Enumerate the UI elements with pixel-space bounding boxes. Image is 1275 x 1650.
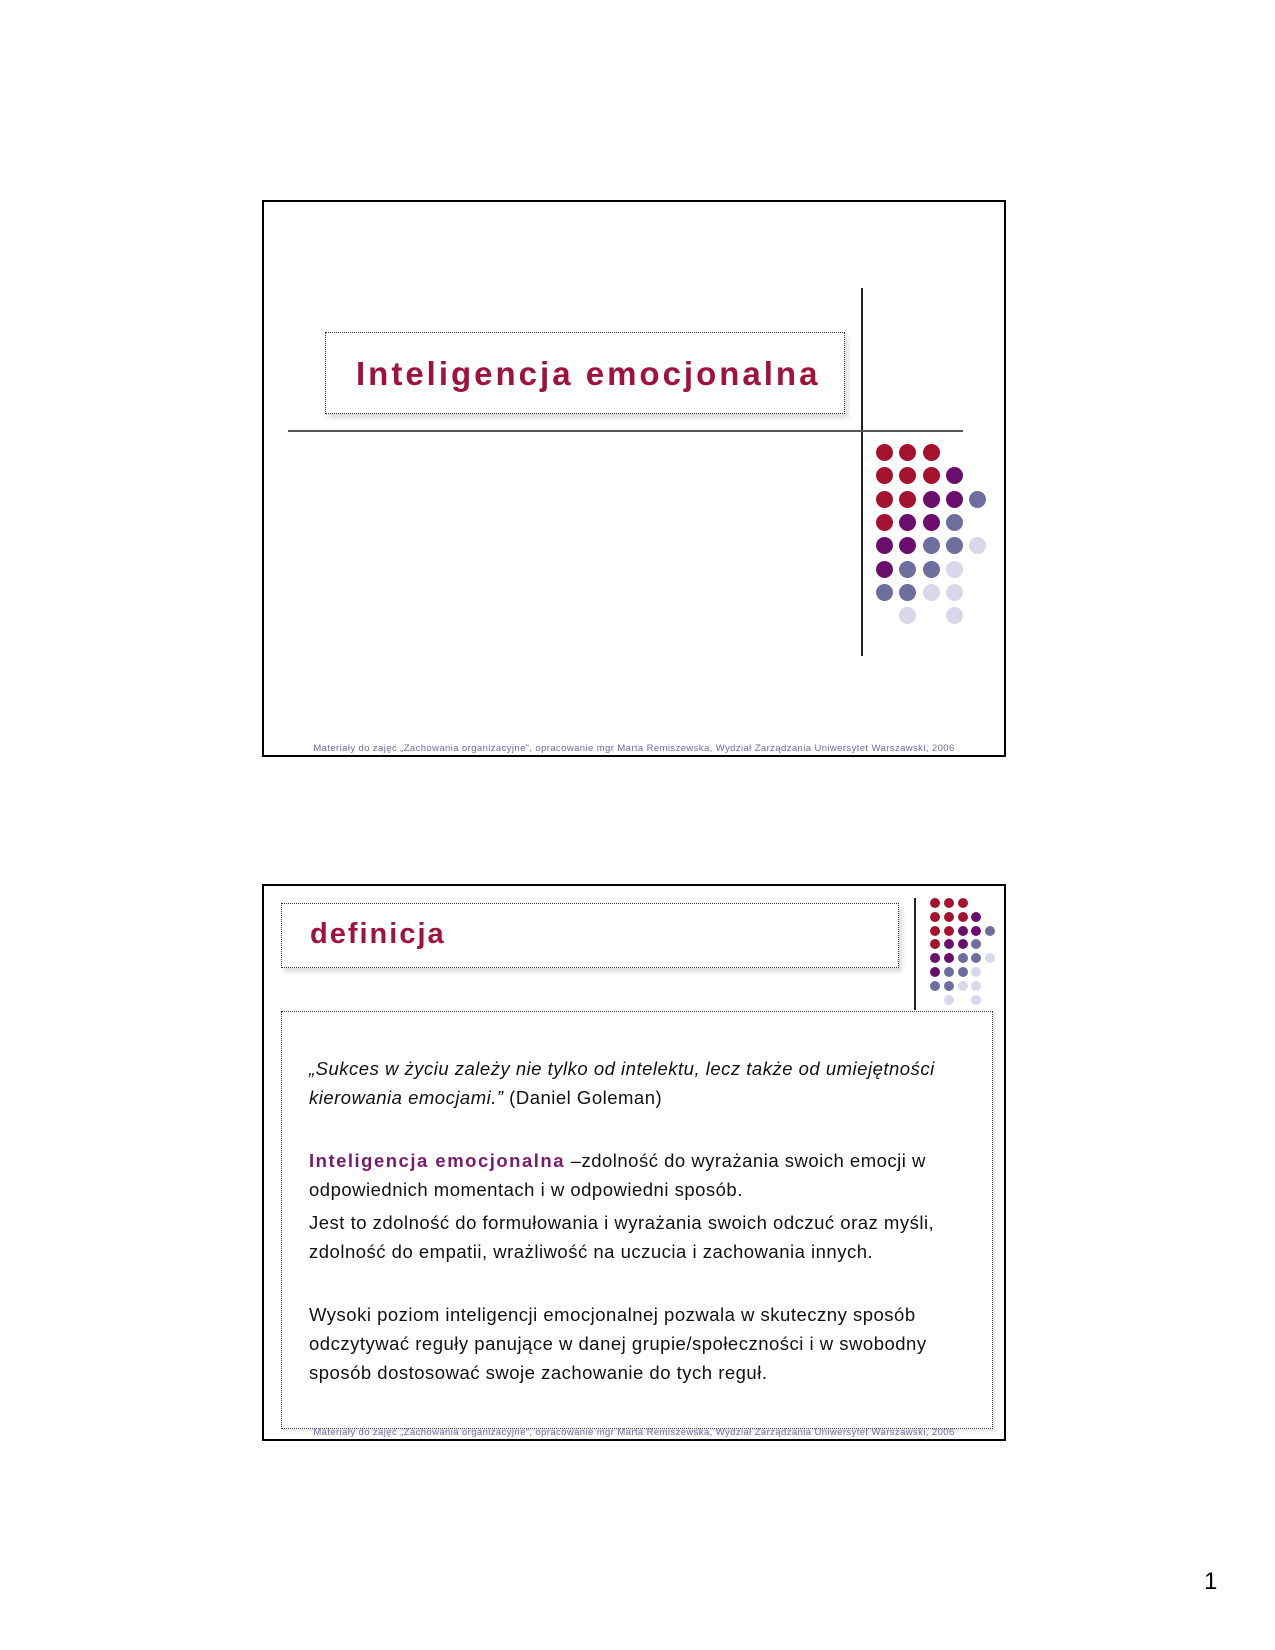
decorative-dot <box>946 584 963 601</box>
decorative-dot <box>971 926 981 936</box>
title-box <box>325 332 845 414</box>
decorative-dot <box>958 939 968 949</box>
decorative-dot <box>923 444 940 461</box>
decorative-dot <box>958 926 968 936</box>
decorative-dot <box>944 995 954 1005</box>
decorative-dot <box>899 607 916 624</box>
decorative-dot <box>899 561 916 578</box>
content-box <box>281 1011 993 1429</box>
vertical-rule <box>861 288 863 656</box>
decorative-dot <box>876 491 893 508</box>
decorative-dot <box>985 926 995 936</box>
decorative-dot <box>876 444 893 461</box>
decorative-dot <box>946 561 963 578</box>
decorative-dot <box>958 953 968 963</box>
slide-title-text: Inteligencja emocjonalna <box>356 355 821 392</box>
definition-text: –zdolność do wyrażania swoich emocji w odpowiednich momentach i w odpowiedni sposób. <box>309 1150 926 1200</box>
decorative-dot <box>923 537 940 554</box>
decorative-dot <box>946 537 963 554</box>
quote-author: (Daniel Goleman) <box>503 1087 663 1108</box>
decorative-dot <box>930 953 940 963</box>
decorative-dot <box>944 898 954 908</box>
decorative-dot <box>876 514 893 531</box>
title-box <box>281 903 899 968</box>
decorative-dot <box>944 953 954 963</box>
decorative-dot <box>899 514 916 531</box>
decorative-dot <box>969 491 986 508</box>
vertical-rule <box>914 898 916 1010</box>
quote-paragraph <box>309 1054 989 1112</box>
decorative-dot <box>923 514 940 531</box>
decorative-dot <box>899 444 916 461</box>
decorative-dot <box>958 898 968 908</box>
decorative-dot <box>930 898 940 908</box>
slide-definition <box>262 884 1006 1441</box>
decorative-dot <box>971 939 981 949</box>
decorative-dot <box>944 926 954 936</box>
decorative-dot <box>899 467 916 484</box>
decorative-dot <box>958 981 968 991</box>
definition-term: Inteligencja emocjonalna <box>309 1150 566 1171</box>
decorative-dot <box>930 981 940 991</box>
decorative-dot <box>971 981 981 991</box>
slide-footer: Materiały do zajęć „Zachowania organizacyjne”, opracowanie mgr Marta Remiszewska, Wydział Zarządzania Uniwersytet Warszawski, 2006 <box>313 743 955 754</box>
decorative-dot <box>876 537 893 554</box>
decorative-dot <box>958 967 968 977</box>
decorative-dot <box>944 912 954 922</box>
empathy-paragraph: Jest to zdolność do formułowania i wyrażania swoich odczuć oraz myśli, zdolność do empatii, wrażliwość na uczucia i zachowania innych. <box>309 1212 935 1262</box>
decorative-dot <box>930 939 940 949</box>
decorative-dot <box>944 981 954 991</box>
decorative-dot <box>946 514 963 531</box>
decorative-dot <box>876 467 893 484</box>
definition-paragraph <box>309 1146 989 1204</box>
decorative-dot <box>958 912 968 922</box>
decorative-dot <box>876 561 893 578</box>
decorative-dot <box>946 467 963 484</box>
decorative-dot <box>923 491 940 508</box>
decorative-dot <box>946 491 963 508</box>
rules-paragraph: Wysoki poziom inteligencji emocjonalnej pozwala w skuteczny sposób odczytywać reguły panujące w danej grupie/społeczności i w swobodny sposób dostosować swoje zachowanie do tych reguł. <box>309 1304 927 1383</box>
slide-footer: Materiały do zajęć „Zachowania organizacyjne”, opracowanie mgr Marta Remiszewska, Wydział Zarządzania Uniwersytet Warszawski, 2006 <box>313 1427 955 1438</box>
quote-text: „Sukces w życiu zależy nie tylko od intelektu, lecz także od umiejętności kierowania emocjami.” <box>309 1058 935 1108</box>
decorative-dot <box>971 953 981 963</box>
decorative-dot <box>923 467 940 484</box>
decorative-dot <box>930 926 940 936</box>
decorative-dot <box>944 939 954 949</box>
decorative-dot <box>923 561 940 578</box>
slide-title-text: definicja <box>310 918 446 950</box>
decorative-dot <box>946 607 963 624</box>
decorative-dot <box>985 953 995 963</box>
decorative-dot <box>971 912 981 922</box>
decorative-dot <box>876 584 893 601</box>
decorative-dot <box>899 491 916 508</box>
decorative-dot <box>899 537 916 554</box>
horizontal-rule <box>288 430 963 432</box>
decorative-dot <box>899 584 916 601</box>
decorative-dot <box>969 537 986 554</box>
slide-title <box>262 200 1006 757</box>
decorative-dot <box>923 584 940 601</box>
decorative-dot <box>971 967 981 977</box>
decorative-dot <box>944 967 954 977</box>
decorative-dot <box>971 995 981 1005</box>
decorative-dot <box>930 912 940 922</box>
decorative-dot <box>930 967 940 977</box>
page-number: 1 <box>1204 1568 1218 1595</box>
